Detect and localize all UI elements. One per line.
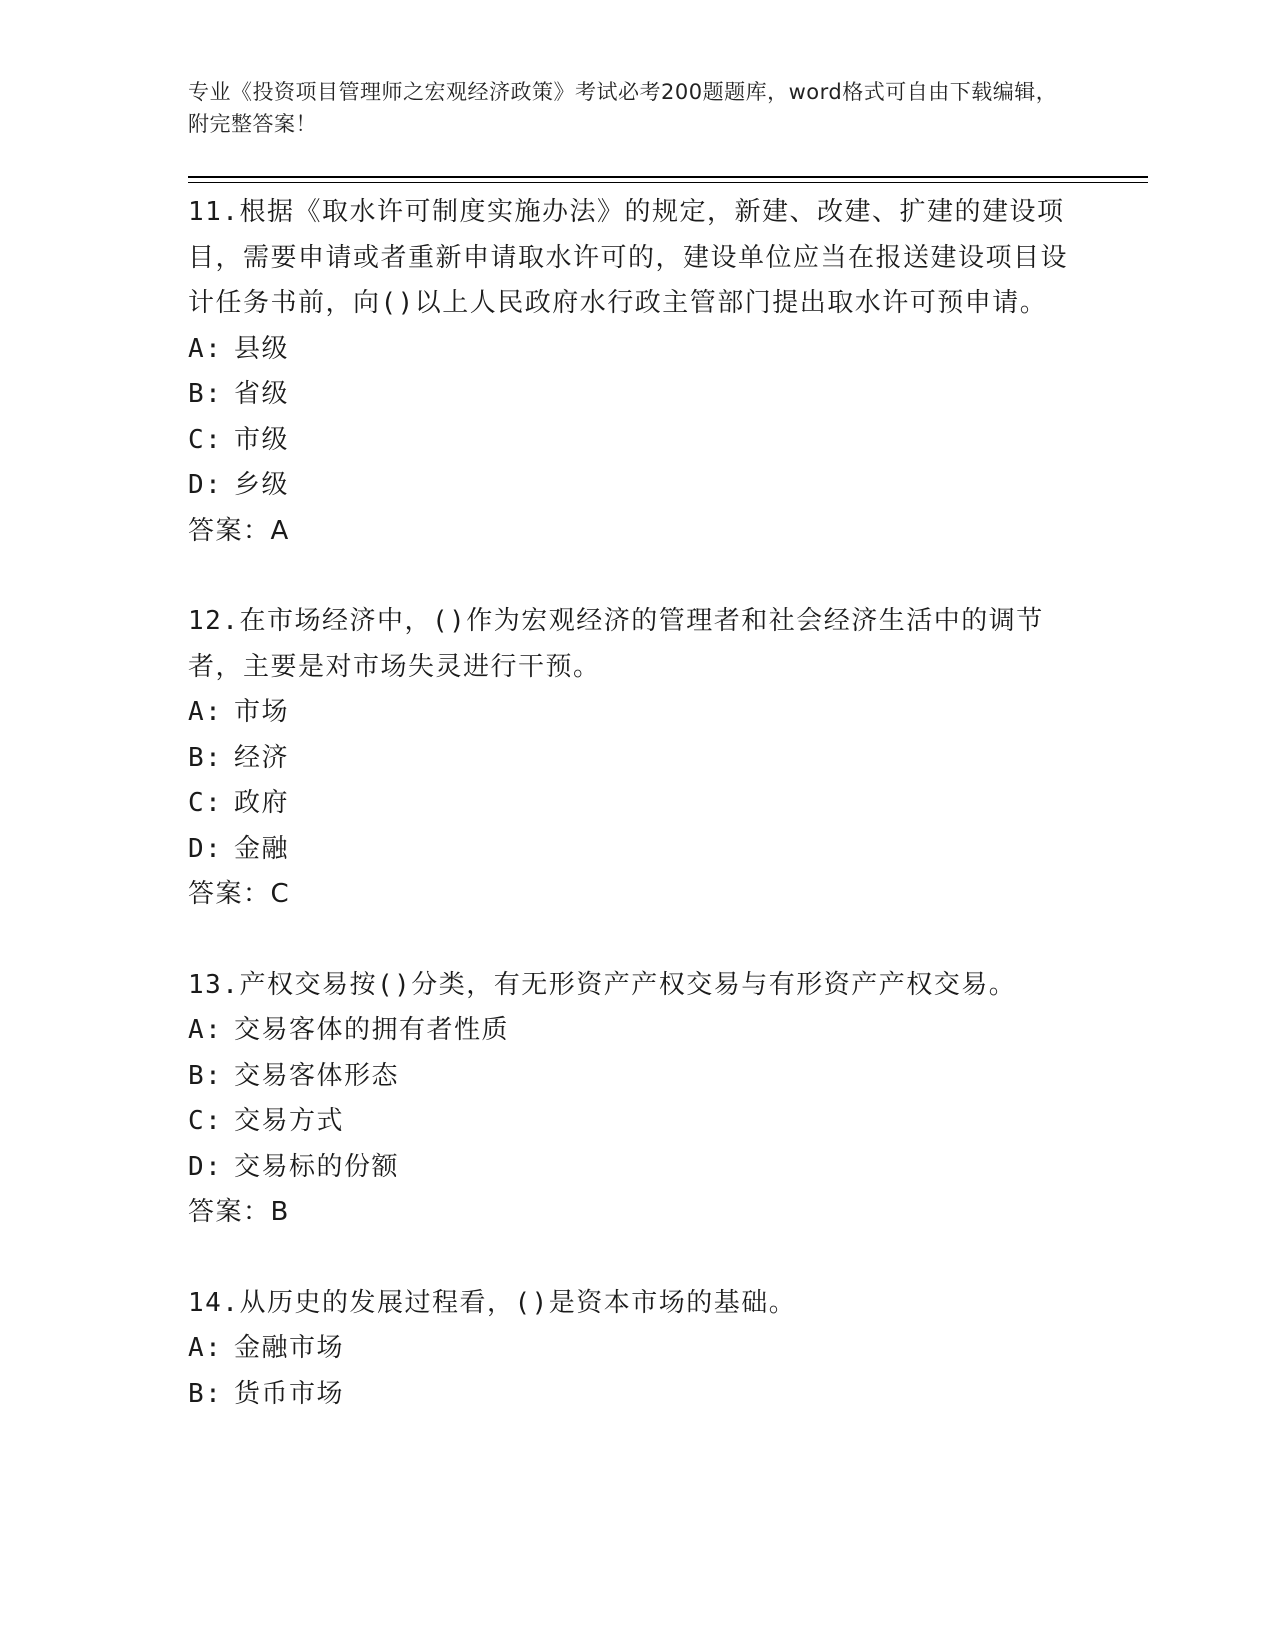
question-stem: 在市场经济中，()作为宏观经济的管理者和社会经济生活中的调节者，主要是对市场失灵进行干预。 xyxy=(188,606,1044,682)
question-number: 12. xyxy=(188,606,240,636)
header-rule-thick xyxy=(188,176,1148,178)
option-d xyxy=(188,827,1088,873)
option-b xyxy=(188,1372,1088,1418)
question-number: 11. xyxy=(188,197,240,227)
question-list xyxy=(188,190,1088,1462)
option-b xyxy=(188,372,1088,418)
answer-line: 答案：C xyxy=(188,879,291,909)
document-header: 专业《投资项目管理师之宏观经济政策》考试必考200题题库，word格式可自由下载编辑，附完整答案！ xyxy=(188,80,1058,136)
answer-line: 答案：A xyxy=(188,515,290,546)
question-number: 13. xyxy=(188,969,240,1000)
header-rule-thin xyxy=(188,182,1148,183)
option-text: 货币市场 xyxy=(234,1378,345,1409)
option-letter: D: xyxy=(188,833,223,864)
question-text xyxy=(188,599,1088,690)
option-b xyxy=(188,736,1088,782)
option-text: 金融市场 xyxy=(234,1333,345,1363)
option-c xyxy=(188,781,1088,827)
question-number: 14. xyxy=(188,1287,240,1318)
question-13 xyxy=(188,963,1088,1236)
option-letter: C: xyxy=(188,1106,223,1136)
option-text: 金融 xyxy=(234,833,290,864)
option-letter: B: xyxy=(188,742,223,773)
option-letter: D: xyxy=(188,1151,223,1182)
option-letter: B: xyxy=(188,379,223,409)
option-text: 经济 xyxy=(234,742,290,773)
option-a xyxy=(188,327,1088,373)
question-stem: 产权交易按()分类，有无形资产产权交易与有形资产产权交易。 xyxy=(239,969,1017,1000)
option-text: 交易客体的拥有者性质 xyxy=(234,1015,510,1045)
option-c xyxy=(188,418,1088,464)
question-stem: 根据《取水许可制度实施办法》的规定，新建、改建、扩建的建设项目，需要申请或者重新申请取水许可的，建设单位应当在报送建设项目设计任务书前，向()以上人民政府水行政主管部门提出取水许可预申请。 xyxy=(188,197,1069,318)
option-text: 交易标的份额 xyxy=(234,1151,400,1182)
option-letter: A: xyxy=(188,1333,223,1363)
option-text: 市场 xyxy=(234,697,290,727)
question-12 xyxy=(188,599,1088,918)
question-text xyxy=(188,963,1088,1009)
option-d xyxy=(188,463,1088,509)
option-letter: D: xyxy=(188,470,223,500)
option-b xyxy=(188,1054,1088,1100)
question-text xyxy=(188,1281,1088,1327)
option-letter: B: xyxy=(188,1060,223,1091)
option-letter: C: xyxy=(188,424,223,455)
option-letter: A: xyxy=(188,697,223,727)
option-letter: B: xyxy=(188,1378,223,1409)
option-text: 政府 xyxy=(234,788,290,818)
option-text: 市级 xyxy=(234,424,290,455)
option-d xyxy=(188,1145,1088,1191)
option-letter: A: xyxy=(188,333,223,364)
answer-line: 答案：B xyxy=(188,1197,290,1227)
option-text: 乡级 xyxy=(234,470,290,500)
option-c xyxy=(188,1099,1088,1145)
question-11 xyxy=(188,190,1088,554)
option-text: 交易方式 xyxy=(234,1106,345,1136)
option-text: 交易客体形态 xyxy=(234,1060,400,1091)
option-a xyxy=(188,690,1088,736)
option-text: 县级 xyxy=(234,333,290,364)
option-a xyxy=(188,1326,1088,1372)
question-text xyxy=(188,190,1088,327)
option-text: 省级 xyxy=(234,379,290,409)
option-letter: C: xyxy=(188,788,223,818)
option-a xyxy=(188,1008,1088,1054)
question-stem: 从历史的发展过程看，()是资本市场的基础。 xyxy=(239,1287,797,1318)
question-14 xyxy=(188,1281,1088,1418)
option-letter: A: xyxy=(188,1015,223,1045)
